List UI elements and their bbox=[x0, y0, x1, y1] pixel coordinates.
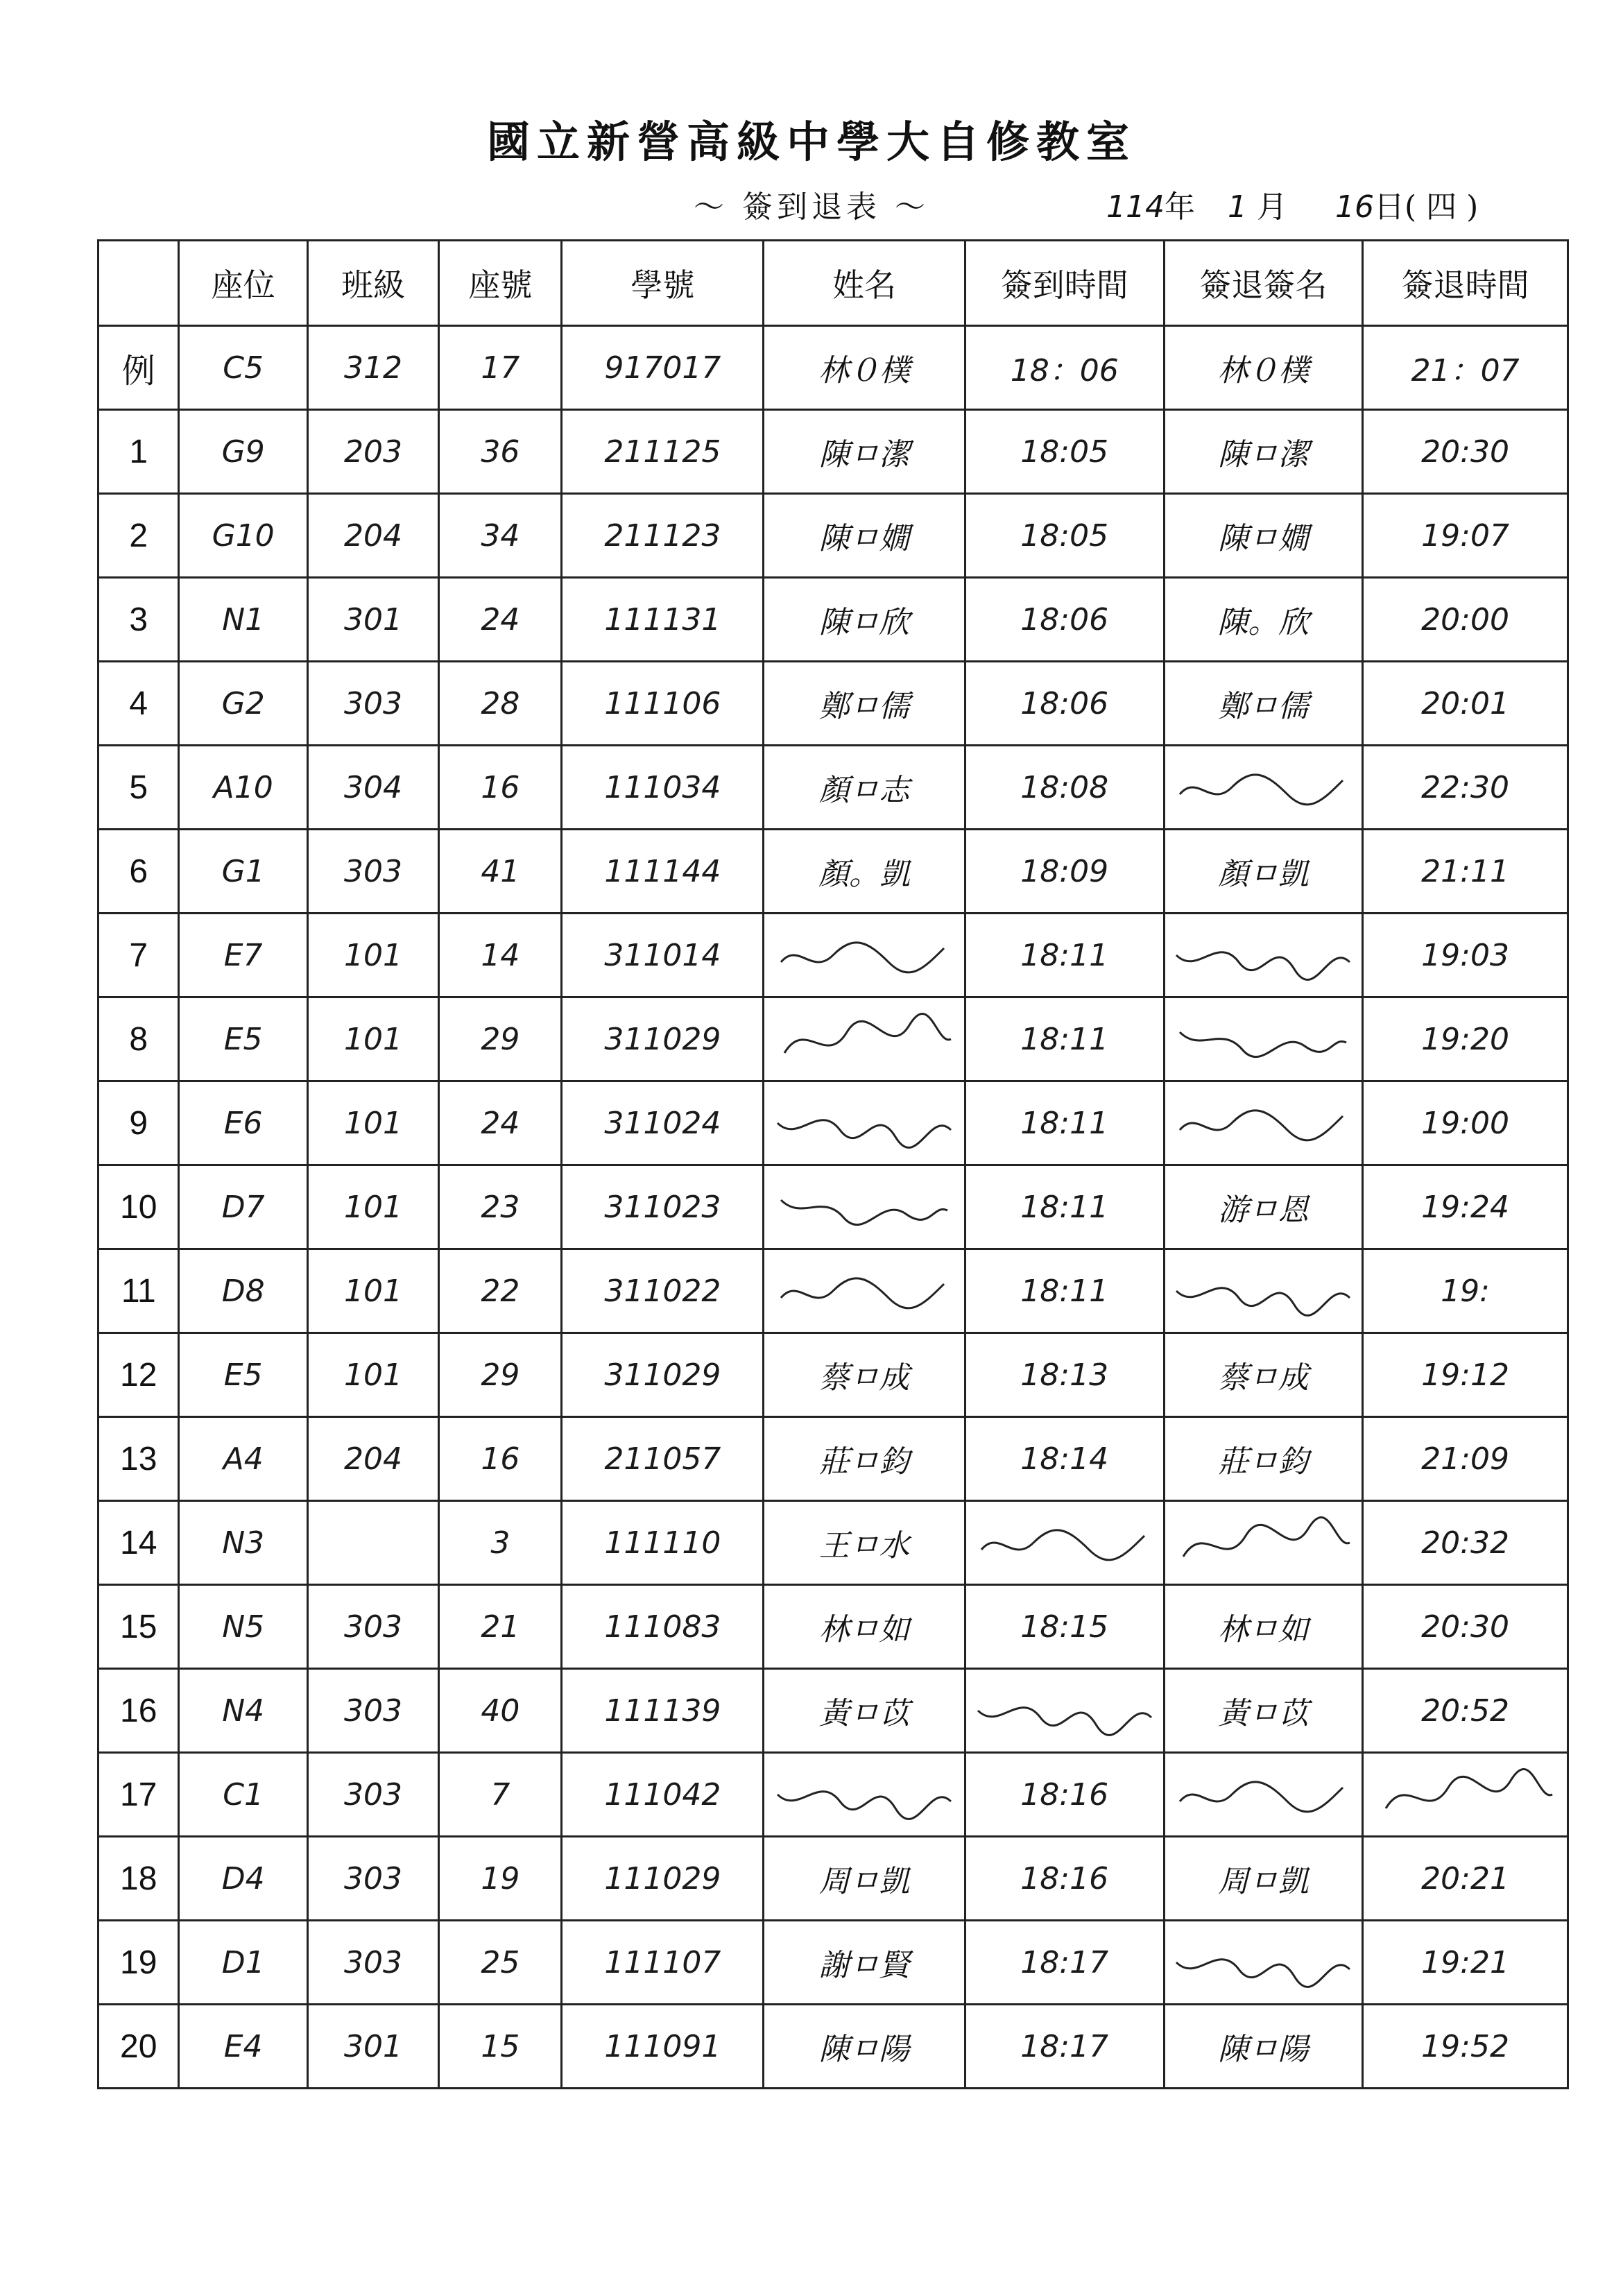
checkin-time-cell: 18:06 bbox=[965, 662, 1164, 746]
checkin-time-cell: 18:05 bbox=[965, 410, 1164, 494]
student-id-cell: 211125 bbox=[562, 410, 764, 494]
seat-no-cell: 28 bbox=[439, 662, 562, 746]
handwritten-signature-mark bbox=[771, 1256, 958, 1326]
name-cell bbox=[764, 1753, 965, 1837]
row-number: 9 bbox=[98, 1081, 179, 1165]
seat-cell: C1 bbox=[179, 1753, 307, 1837]
checkout-time-cell: 20:52 bbox=[1363, 1669, 1568, 1753]
seat-no-cell: 19 bbox=[439, 1837, 562, 1921]
checkout-time-cell: 20:30 bbox=[1363, 410, 1568, 494]
name-cell: 蔡ㅁ成 bbox=[764, 1333, 965, 1417]
class-cell: 303 bbox=[307, 1585, 438, 1669]
seat-no-cell: 22 bbox=[439, 1249, 562, 1333]
checkout-time-cell: 19: bbox=[1363, 1249, 1568, 1333]
table-row bbox=[98, 1585, 1568, 1669]
seat-no-cell: 24 bbox=[439, 578, 562, 662]
class-cell: 303 bbox=[307, 1753, 438, 1837]
header-seat-no: 座號 bbox=[439, 241, 562, 326]
seat-cell: E4 bbox=[179, 2005, 307, 2089]
class-cell: 303 bbox=[307, 1669, 438, 1753]
checkout-time-cell: 21:09 bbox=[1363, 1417, 1568, 1501]
seat-no-cell: 16 bbox=[439, 746, 562, 830]
checkout-time-cell: 19:12 bbox=[1363, 1333, 1568, 1417]
checkin-time-cell: 18:06 bbox=[965, 578, 1164, 662]
seat-cell: N4 bbox=[179, 1669, 307, 1753]
seat-no-cell: 29 bbox=[439, 997, 562, 1081]
row-number: 3 bbox=[98, 578, 179, 662]
row-number: 14 bbox=[98, 1501, 179, 1585]
checkout-signature-cell bbox=[1164, 1753, 1363, 1837]
row-number: 17 bbox=[98, 1753, 179, 1837]
checkout-time-cell: 19:07 bbox=[1363, 494, 1568, 578]
checkin-time-cell: 18:16 bbox=[965, 1837, 1164, 1921]
class-cell: 101 bbox=[307, 1081, 438, 1165]
seat-cell: N5 bbox=[179, 1585, 307, 1669]
name-cell: 顏ㅁ志 bbox=[764, 746, 965, 830]
student-id-cell: 211123 bbox=[562, 494, 764, 578]
name-cell: 王ㅁ水 bbox=[764, 1501, 965, 1585]
name-cell bbox=[764, 1081, 965, 1165]
seat-no-cell: 14 bbox=[439, 914, 562, 997]
seat-cell: E5 bbox=[179, 997, 307, 1081]
student-id-cell: 111029 bbox=[562, 1837, 764, 1921]
name-cell bbox=[764, 997, 965, 1081]
checkout-signature-cell: 陳ㅁ潔 bbox=[1164, 410, 1363, 494]
row-number: 例 bbox=[98, 326, 179, 410]
seat-no-cell: 41 bbox=[439, 830, 562, 914]
handwritten-signature-mark bbox=[771, 1088, 958, 1158]
checkout-time-cell: 20:30 bbox=[1363, 1585, 1568, 1669]
row-number: 8 bbox=[98, 997, 179, 1081]
seat-cell: E5 bbox=[179, 1333, 307, 1417]
class-cell: 304 bbox=[307, 746, 438, 830]
name-cell: 陳ㅁ陽 bbox=[764, 2005, 965, 2089]
header-checkin-time: 簽到時間 bbox=[965, 241, 1164, 326]
checkout-time-cell: 19:24 bbox=[1363, 1165, 1568, 1249]
header-class: 班級 bbox=[307, 241, 438, 326]
seat-no-cell: 25 bbox=[439, 1921, 562, 2005]
checkin-time-cell bbox=[965, 1669, 1164, 1753]
checkout-signature-cell: 陳ㅁ嫺 bbox=[1164, 494, 1363, 578]
checkout-time-cell: 19:03 bbox=[1363, 914, 1568, 997]
checkout-time-cell: 20:21 bbox=[1363, 1837, 1568, 1921]
handwritten-signature-mark bbox=[771, 1760, 958, 1829]
student-id-cell: 111106 bbox=[562, 662, 764, 746]
class-cell: 312 bbox=[307, 326, 438, 410]
handwritten-signature-mark bbox=[771, 1172, 958, 1242]
row-number: 15 bbox=[98, 1585, 179, 1669]
table-row bbox=[98, 830, 1568, 914]
checkin-time-cell: 18:11 bbox=[965, 1081, 1164, 1165]
name-cell bbox=[764, 914, 965, 997]
seat-cell: D8 bbox=[179, 1249, 307, 1333]
checkout-signature-cell bbox=[1164, 746, 1363, 830]
name-cell: 陳ㅁ潔 bbox=[764, 410, 965, 494]
checkin-time-cell: 18:17 bbox=[965, 2005, 1164, 2089]
class-cell: 303 bbox=[307, 830, 438, 914]
table-header-row bbox=[98, 241, 1568, 326]
checkout-signature-cell: 游ㅁ恩 bbox=[1164, 1165, 1363, 1249]
checkin-time-cell: 18:16 bbox=[965, 1753, 1164, 1837]
checkin-time-cell: 18:11 bbox=[965, 1165, 1164, 1249]
handwritten-signature-mark bbox=[1169, 1256, 1357, 1326]
name-cell: 黃ㅁ苡 bbox=[764, 1669, 965, 1753]
student-id-cell: 311029 bbox=[562, 997, 764, 1081]
checkin-time-cell: 18:08 bbox=[965, 746, 1164, 830]
checkout-signature-cell: 黃ㅁ苡 bbox=[1164, 1669, 1363, 1753]
seat-no-cell: 15 bbox=[439, 2005, 562, 2089]
table-row bbox=[98, 578, 1568, 662]
checkout-signature-cell: 林０樸 bbox=[1164, 326, 1363, 410]
class-cell: 204 bbox=[307, 494, 438, 578]
checkout-signature-cell bbox=[1164, 914, 1363, 997]
student-id-cell: 111131 bbox=[562, 578, 764, 662]
seat-cell: E7 bbox=[179, 914, 307, 997]
table-row bbox=[98, 1753, 1568, 1837]
row-number: 20 bbox=[98, 2005, 179, 2089]
class-cell: 301 bbox=[307, 578, 438, 662]
seat-cell: D7 bbox=[179, 1165, 307, 1249]
table-row bbox=[98, 1669, 1568, 1753]
page-title: 國立新營高級中學大自修教室 bbox=[486, 117, 1136, 167]
checkout-time-cell: 20:00 bbox=[1363, 578, 1568, 662]
checkout-time-cell: 22:30 bbox=[1363, 746, 1568, 830]
checkout-signature-cell bbox=[1164, 1081, 1363, 1165]
row-number: 7 bbox=[98, 914, 179, 997]
header-checkout-time: 簽退時間 bbox=[1363, 241, 1568, 326]
class-cell: 101 bbox=[307, 1249, 438, 1333]
name-cell: 周ㅁ凱 bbox=[764, 1837, 965, 1921]
table-row bbox=[98, 1921, 1568, 2005]
class-cell: 203 bbox=[307, 410, 438, 494]
row-number: 12 bbox=[98, 1333, 179, 1417]
class-cell: 301 bbox=[307, 2005, 438, 2089]
student-id-cell: 111034 bbox=[562, 746, 764, 830]
checkout-time-cell: 21:11 bbox=[1363, 830, 1568, 914]
checkout-signature-cell bbox=[1164, 1921, 1363, 2005]
seat-no-cell: 40 bbox=[439, 1669, 562, 1753]
checkout-signature-cell bbox=[1164, 1501, 1363, 1585]
seat-cell: D4 bbox=[179, 1837, 307, 1921]
student-id-cell: 111083 bbox=[562, 1585, 764, 1669]
seat-cell: A4 bbox=[179, 1417, 307, 1501]
header-checkout-signature: 簽退簽名 bbox=[1164, 241, 1363, 326]
table-row bbox=[98, 662, 1568, 746]
row-number: 18 bbox=[98, 1837, 179, 1921]
seat-cell: G1 bbox=[179, 830, 307, 914]
table-row bbox=[98, 997, 1568, 1081]
table-row bbox=[98, 914, 1568, 997]
checkout-time-cell: 19:21 bbox=[1363, 1921, 1568, 2005]
row-number: 2 bbox=[98, 494, 179, 578]
seat-cell: A10 bbox=[179, 746, 307, 830]
seat-cell: G10 bbox=[179, 494, 307, 578]
handwritten-signature-mark bbox=[971, 1676, 1158, 1745]
table-row bbox=[98, 494, 1568, 578]
class-cell: 303 bbox=[307, 1837, 438, 1921]
student-id-cell: 311024 bbox=[562, 1081, 764, 1165]
sign-in-table bbox=[97, 239, 1569, 2089]
checkout-time-cell: 21：07 bbox=[1363, 326, 1568, 410]
class-cell bbox=[307, 1501, 438, 1585]
checkin-time-cell: 18：06 bbox=[965, 326, 1164, 410]
table-row bbox=[98, 1165, 1568, 1249]
row-number: 5 bbox=[98, 746, 179, 830]
seat-cell: D1 bbox=[179, 1921, 307, 2005]
table-row bbox=[98, 1333, 1568, 1417]
class-cell: 101 bbox=[307, 914, 438, 997]
seat-cell: E6 bbox=[179, 1081, 307, 1165]
student-id-cell: 311023 bbox=[562, 1165, 764, 1249]
student-id-cell: 917017 bbox=[562, 326, 764, 410]
checkout-signature-cell: 林ㅁ如 bbox=[1164, 1585, 1363, 1669]
class-cell: 303 bbox=[307, 1921, 438, 2005]
student-id-cell: 311029 bbox=[562, 1333, 764, 1417]
example-row bbox=[98, 326, 1568, 410]
checkout-signature-cell: 莊ㅁ鈞 bbox=[1164, 1417, 1363, 1501]
checkout-signature-cell: 陳。欣 bbox=[1164, 578, 1363, 662]
checkout-signature-cell bbox=[1164, 997, 1363, 1081]
checkin-time-cell: 18:11 bbox=[965, 1249, 1164, 1333]
seat-no-cell: 29 bbox=[439, 1333, 562, 1417]
name-cell: 陳ㅁ嫺 bbox=[764, 494, 965, 578]
seat-no-cell: 17 bbox=[439, 326, 562, 410]
seat-no-cell: 3 bbox=[439, 1501, 562, 1585]
handwritten-signature-mark bbox=[1169, 920, 1357, 990]
name-cell: 顏。凱 bbox=[764, 830, 965, 914]
student-id-cell: 111107 bbox=[562, 1921, 764, 2005]
checkin-time-cell: 18:11 bbox=[965, 914, 1164, 997]
checkin-time-cell: 18:13 bbox=[965, 1333, 1164, 1417]
seat-no-cell: 24 bbox=[439, 1081, 562, 1165]
checkout-time-cell: 19:20 bbox=[1363, 997, 1568, 1081]
row-number: 16 bbox=[98, 1669, 179, 1753]
row-number: 4 bbox=[98, 662, 179, 746]
seat-no-cell: 7 bbox=[439, 1753, 562, 1837]
name-cell bbox=[764, 1249, 965, 1333]
name-cell: 謝ㅁ賢 bbox=[764, 1921, 965, 2005]
checkin-time-cell: 18:11 bbox=[965, 997, 1164, 1081]
header-name: 姓名 bbox=[764, 241, 965, 326]
student-id-cell: 111110 bbox=[562, 1501, 764, 1585]
checkin-time-cell bbox=[965, 1501, 1164, 1585]
handwritten-signature-mark bbox=[1169, 1928, 1357, 1997]
date-year: 114年 bbox=[1106, 189, 1195, 225]
handwritten-signature-mark bbox=[771, 920, 958, 990]
handwritten-signature-mark bbox=[971, 1508, 1158, 1577]
handwritten-signature-mark bbox=[1169, 1004, 1357, 1074]
checkout-time-cell: 19:52 bbox=[1363, 2005, 1568, 2089]
name-cell: 鄭ㅁ儒 bbox=[764, 662, 965, 746]
handwritten-signature-mark bbox=[1169, 1508, 1357, 1577]
checkout-signature-cell: 蔡ㅁ成 bbox=[1164, 1333, 1363, 1417]
table-row bbox=[98, 746, 1568, 830]
checkout-signature-cell: 陳ㅁ陽 bbox=[1164, 2005, 1363, 2089]
checkin-time-cell: 18:17 bbox=[965, 1921, 1164, 2005]
table-row bbox=[98, 1081, 1568, 1165]
student-id-cell: 111091 bbox=[562, 2005, 764, 2089]
checkout-time-cell: 19:00 bbox=[1363, 1081, 1568, 1165]
seat-cell: N3 bbox=[179, 1501, 307, 1585]
student-id-cell: 111139 bbox=[562, 1669, 764, 1753]
student-id-cell: 111144 bbox=[562, 830, 764, 914]
seat-no-cell: 36 bbox=[439, 410, 562, 494]
header-student-id: 學號 bbox=[562, 241, 764, 326]
name-cell bbox=[764, 1165, 965, 1249]
page-subtitle: ～ 簽到退表 ～ bbox=[694, 189, 929, 225]
row-number: 6 bbox=[98, 830, 179, 914]
seat-cell: G9 bbox=[179, 410, 307, 494]
class-cell: 101 bbox=[307, 997, 438, 1081]
handwritten-signature-mark bbox=[1169, 1760, 1357, 1829]
handwritten-signature-mark bbox=[1169, 753, 1357, 822]
row-number: 19 bbox=[98, 1921, 179, 2005]
table-row bbox=[98, 1249, 1568, 1333]
row-number: 11 bbox=[98, 1249, 179, 1333]
handwritten-signature-mark bbox=[771, 1004, 958, 1074]
table-row bbox=[98, 1837, 1568, 1921]
date-day: 16日( 四 ) bbox=[1335, 189, 1479, 225]
seat-no-cell: 23 bbox=[439, 1165, 562, 1249]
name-cell: 陳ㅁ欣 bbox=[764, 578, 965, 662]
student-id-cell: 311022 bbox=[562, 1249, 764, 1333]
checkout-signature-cell: 顏ㅁ凱 bbox=[1164, 830, 1363, 914]
class-cell: 303 bbox=[307, 662, 438, 746]
seat-no-cell: 21 bbox=[439, 1585, 562, 1669]
seat-cell: G2 bbox=[179, 662, 307, 746]
checkout-signature-cell: 周ㅁ凱 bbox=[1164, 1837, 1363, 1921]
row-number: 1 bbox=[98, 410, 179, 494]
checkin-time-cell: 18:09 bbox=[965, 830, 1164, 914]
name-cell: 林ㅁ如 bbox=[764, 1585, 965, 1669]
table-row bbox=[98, 1417, 1568, 1501]
checkin-time-cell: 18:05 bbox=[965, 494, 1164, 578]
handwritten-signature-mark bbox=[1169, 1088, 1357, 1158]
checkout-signature-cell: 鄭ㅁ儒 bbox=[1164, 662, 1363, 746]
student-id-cell: 111042 bbox=[562, 1753, 764, 1837]
checkout-time-cell bbox=[1363, 1753, 1568, 1837]
student-id-cell: 311014 bbox=[562, 914, 764, 997]
row-number: 10 bbox=[98, 1165, 179, 1249]
class-cell: 101 bbox=[307, 1333, 438, 1417]
seat-no-cell: 34 bbox=[439, 494, 562, 578]
table-row bbox=[98, 410, 1568, 494]
checkout-signature-cell bbox=[1164, 1249, 1363, 1333]
name-cell: 莊ㅁ鈞 bbox=[764, 1417, 965, 1501]
checkout-time-cell: 20:32 bbox=[1363, 1501, 1568, 1585]
name-cell: 林０樸 bbox=[764, 326, 965, 410]
class-cell: 101 bbox=[307, 1165, 438, 1249]
checkout-time-cell: 20:01 bbox=[1363, 662, 1568, 746]
table-row bbox=[98, 2005, 1568, 2089]
seat-no-cell: 16 bbox=[439, 1417, 562, 1501]
header-blank bbox=[98, 241, 179, 326]
seat-cell: N1 bbox=[179, 578, 307, 662]
row-number: 13 bbox=[98, 1417, 179, 1501]
student-id-cell: 211057 bbox=[562, 1417, 764, 1501]
date-month: 1 月 bbox=[1228, 189, 1287, 225]
table-row bbox=[98, 1501, 1568, 1585]
seat-cell: C5 bbox=[179, 326, 307, 410]
checkin-time-cell: 18:14 bbox=[965, 1417, 1164, 1501]
handwritten-signature-mark bbox=[1372, 1760, 1559, 1829]
checkin-time-cell: 18:15 bbox=[965, 1585, 1164, 1669]
header-seat: 座位 bbox=[179, 241, 307, 326]
class-cell: 204 bbox=[307, 1417, 438, 1501]
